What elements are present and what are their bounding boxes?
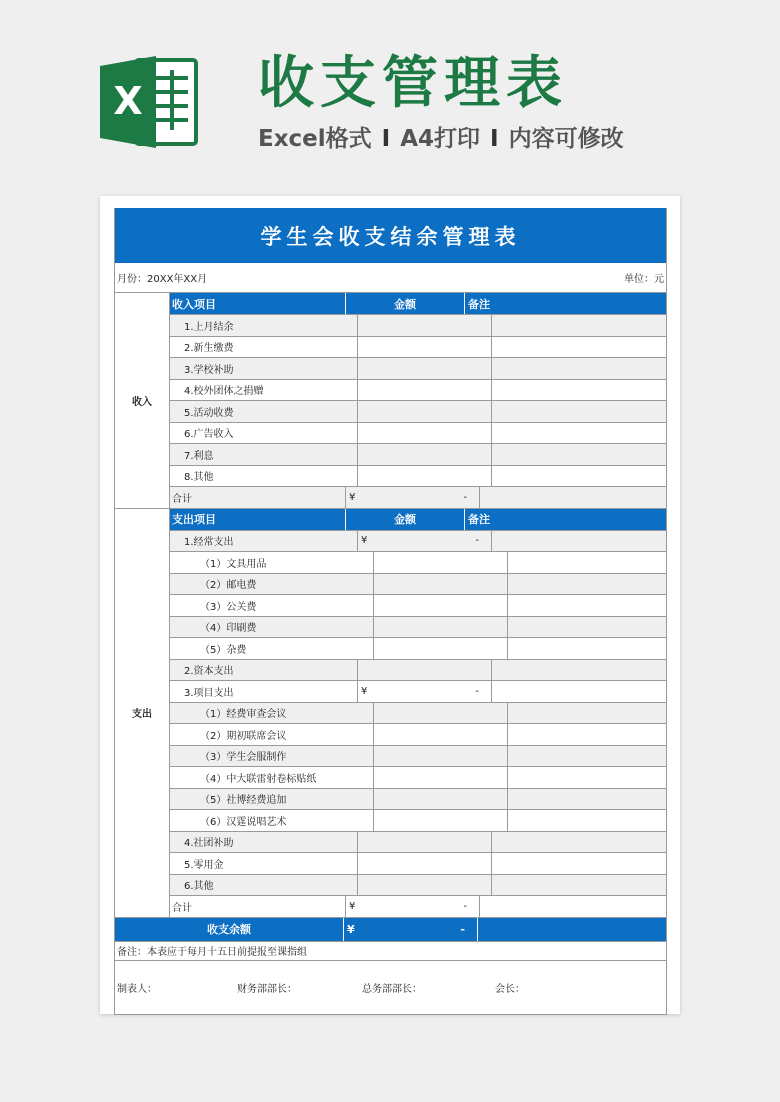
item-label: 6.其他 xyxy=(170,875,358,896)
table-row xyxy=(170,358,666,380)
amount-dash: - xyxy=(463,900,467,912)
table-row xyxy=(170,444,666,466)
income-header-remark: 备注 xyxy=(468,297,490,311)
balance-amount-cell[interactable] xyxy=(344,918,478,941)
note-row: 备注：本表应于每月十五日前提报至课指组 xyxy=(115,942,666,961)
remark-cell[interactable] xyxy=(508,746,666,767)
item-label: （2）期初联席会议 xyxy=(170,724,374,745)
table-row xyxy=(170,875,666,897)
amount-cell[interactable] xyxy=(358,337,492,358)
item-label: 3.学校补助 xyxy=(170,358,358,379)
amount-cell[interactable] xyxy=(358,466,492,487)
remark-cell[interactable] xyxy=(492,853,666,874)
signature-general: 总务部部长： xyxy=(362,983,422,995)
subtitle-separator: I xyxy=(490,126,499,152)
remark-cell[interactable] xyxy=(492,380,666,401)
item-label: 合计 xyxy=(170,896,346,917)
item-label: 7.利息 xyxy=(170,444,358,465)
amount-cell[interactable] xyxy=(374,810,508,831)
remark-cell[interactable] xyxy=(508,767,666,788)
subtitle-separator: I xyxy=(381,126,391,152)
balance-label: 收支余额 xyxy=(115,918,344,941)
table-row xyxy=(170,638,666,660)
amount-cell[interactable] xyxy=(358,358,492,379)
balance-remark-cell[interactable] xyxy=(478,918,666,941)
table-row xyxy=(170,896,666,918)
item-label: 5.活动收费 xyxy=(170,401,358,422)
item-label: 1.经常支出 xyxy=(170,531,358,552)
amount-cell[interactable] xyxy=(346,896,480,917)
amount-cell[interactable] xyxy=(374,638,508,659)
item-label: 1.上月结余 xyxy=(170,315,358,336)
amount-cell[interactable] xyxy=(358,401,492,422)
item-label: （4）中大联雷射卷标贴纸 xyxy=(170,767,374,788)
signature-row xyxy=(115,961,666,1015)
expense-header-row xyxy=(170,509,666,531)
remark-cell[interactable] xyxy=(492,466,666,487)
table-row xyxy=(170,810,666,832)
remark-cell[interactable] xyxy=(492,315,666,336)
amount-cell[interactable] xyxy=(358,423,492,444)
item-label: （5）社博经费追加 xyxy=(170,789,374,810)
item-label: （2）邮电费 xyxy=(170,574,374,595)
amount-cell[interactable] xyxy=(358,660,492,681)
amount-dash: - xyxy=(463,491,467,503)
balance-row xyxy=(115,918,666,942)
yen-sign: ¥ xyxy=(361,685,368,697)
amount-cell[interactable] xyxy=(374,574,508,595)
expense-header-amount: 金额 xyxy=(346,509,465,530)
table-row xyxy=(170,466,666,488)
income-section xyxy=(115,293,666,509)
page-title: 收支管理表 xyxy=(258,51,568,116)
item-label: 5.零用金 xyxy=(170,853,358,874)
expense-section xyxy=(115,509,666,918)
amount-cell[interactable] xyxy=(358,531,492,552)
income-header-item: 收入项目 xyxy=(170,293,346,314)
amount-cell[interactable] xyxy=(374,789,508,810)
remark-cell[interactable] xyxy=(508,617,666,638)
amount-cell[interactable] xyxy=(374,746,508,767)
table-row xyxy=(170,703,666,725)
remark-cell[interactable] xyxy=(492,401,666,422)
income-header-amount: 金额 xyxy=(346,293,465,314)
income-side-label: 收入 xyxy=(115,293,170,509)
remark-cell[interactable] xyxy=(492,358,666,379)
table-row xyxy=(170,660,666,682)
table-row xyxy=(170,853,666,875)
sheet-title-banner: 学生会收支结余管理表 xyxy=(115,208,666,263)
remark-cell[interactable] xyxy=(492,832,666,853)
table-row xyxy=(170,767,666,789)
signature-president: 会长： xyxy=(495,983,525,995)
item-label: （1）经费审查会议 xyxy=(170,703,374,724)
item-label: 6.广告收入 xyxy=(170,423,358,444)
remark-cell[interactable] xyxy=(508,724,666,745)
spreadsheet xyxy=(114,208,667,1015)
income-rows xyxy=(170,293,666,509)
expense-header-item: 支出项目 xyxy=(170,509,346,530)
amount-cell[interactable] xyxy=(346,487,480,508)
remark-cell[interactable] xyxy=(508,595,666,616)
table-row xyxy=(170,401,666,423)
amount-cell[interactable] xyxy=(358,681,492,702)
amount-cell[interactable] xyxy=(358,444,492,465)
page-subtitle xyxy=(258,124,624,154)
item-label: 2.新生缴费 xyxy=(170,337,358,358)
table-row xyxy=(170,746,666,768)
amount-cell[interactable] xyxy=(358,380,492,401)
signature-preparer: 制表人： xyxy=(117,983,157,995)
remark-cell[interactable] xyxy=(508,574,666,595)
remark-cell[interactable] xyxy=(492,681,666,702)
sheet-meta-row xyxy=(115,263,666,293)
item-label: 2.资本支出 xyxy=(170,660,358,681)
item-label: （6）汉霆说唱艺术 xyxy=(170,810,374,831)
expense-side-label: 支出 xyxy=(115,509,170,918)
amount-cell[interactable] xyxy=(358,875,492,896)
unit-label: 单位：元 xyxy=(624,274,664,285)
item-label: （3）公关费 xyxy=(170,595,374,616)
expense-header-remark: 备注 xyxy=(468,513,490,526)
income-header-row xyxy=(170,293,666,315)
table-row xyxy=(170,531,666,553)
table-row xyxy=(170,789,666,811)
amount-cell[interactable] xyxy=(374,767,508,788)
item-label: 8.其他 xyxy=(170,466,358,487)
item-label: 4.社团补助 xyxy=(170,832,358,853)
signature-finance: 财务部部长： xyxy=(237,983,297,995)
amount-cell[interactable] xyxy=(374,724,508,745)
item-label: （5）杂费 xyxy=(170,638,374,659)
item-label: 4.校外团体之捐赠 xyxy=(170,380,358,401)
yen-sign: ¥ xyxy=(349,491,356,503)
expense-rows xyxy=(170,509,666,918)
amount-cell[interactable] xyxy=(374,595,508,616)
amount-dash: - xyxy=(475,535,479,547)
amount-dash: - xyxy=(475,685,479,697)
yen-sign: ¥ xyxy=(347,922,355,936)
remark-cell[interactable] xyxy=(492,423,666,444)
remark-cell[interactable] xyxy=(492,660,666,681)
sheet-paper xyxy=(100,196,680,1014)
item-label: 3.项目支出 xyxy=(170,681,358,702)
remark-cell[interactable] xyxy=(508,552,666,573)
amount-dash: - xyxy=(460,922,465,936)
amount-cell[interactable] xyxy=(374,552,508,573)
remark-cell[interactable] xyxy=(480,896,666,917)
remark-cell[interactable] xyxy=(492,444,666,465)
remark-cell[interactable] xyxy=(508,703,666,724)
remark-cell[interactable] xyxy=(508,789,666,810)
table-row xyxy=(170,832,666,854)
month-label: 月份：20XX年XX月 xyxy=(117,274,208,285)
subtitle-format: Excel格式 xyxy=(258,126,372,152)
amount-cell[interactable] xyxy=(358,853,492,874)
table-row xyxy=(170,595,666,617)
remark-cell[interactable] xyxy=(508,810,666,831)
excel-logo-icon xyxy=(100,56,200,148)
table-row xyxy=(170,574,666,596)
table-row xyxy=(170,337,666,359)
item-label: （4）印刷费 xyxy=(170,617,374,638)
remark-cell[interactable] xyxy=(492,531,666,552)
subtitle-editable: 内容可修改 xyxy=(508,126,624,152)
table-row xyxy=(170,487,666,509)
yen-sign: ¥ xyxy=(349,900,356,912)
table-row xyxy=(170,552,666,574)
remark-cell[interactable] xyxy=(480,487,666,508)
amount-cell[interactable] xyxy=(374,703,508,724)
remark-cell[interactable] xyxy=(492,875,666,896)
subtitle-print: A4打印 xyxy=(400,126,481,152)
amount-cell[interactable] xyxy=(358,315,492,336)
table-row xyxy=(170,423,666,445)
table-row xyxy=(170,681,666,703)
item-label: （1）文具用品 xyxy=(170,552,374,573)
amount-cell[interactable] xyxy=(358,832,492,853)
item-label: 合计 xyxy=(170,487,346,508)
item-label: （3）学生会服制作 xyxy=(170,746,374,767)
remark-cell[interactable] xyxy=(508,638,666,659)
amount-cell[interactable] xyxy=(374,617,508,638)
table-row xyxy=(170,315,666,337)
table-row xyxy=(170,617,666,639)
remark-cell[interactable] xyxy=(492,337,666,358)
table-row xyxy=(170,380,666,402)
table-row xyxy=(170,724,666,746)
yen-sign: ¥ xyxy=(361,535,368,547)
logo-letter: X xyxy=(113,79,143,123)
